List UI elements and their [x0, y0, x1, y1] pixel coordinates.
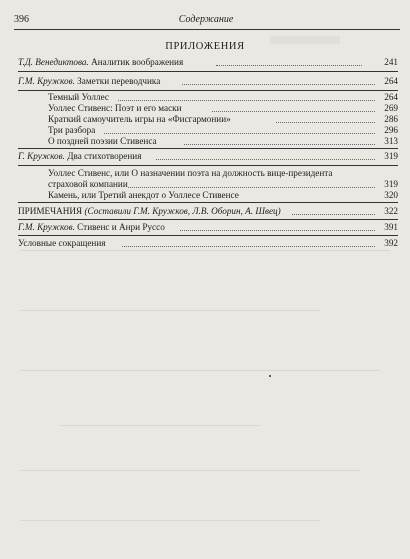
bleed-through-line: [20, 310, 320, 311]
toc-entry: [18, 151, 398, 162]
dot-leader: [180, 230, 375, 231]
toc-subentry: [48, 125, 398, 136]
entry-title: ПРИМЕЧАНИЯ: [18, 206, 83, 216]
entry-title-line2: страховой компании: [48, 179, 128, 189]
entry-page: 392: [384, 238, 398, 248]
toc-subentry: [48, 114, 398, 125]
dot-leader: [156, 159, 375, 160]
entry-title: Три разбора: [48, 125, 96, 135]
toc-subentry: [48, 92, 398, 103]
entry-rule: [18, 71, 398, 72]
header-rule: [14, 29, 400, 30]
entry-rule: [18, 202, 398, 203]
ink-speck: [269, 375, 271, 377]
entry-page: 264: [384, 76, 398, 86]
dot-leader: [128, 187, 375, 188]
entry-page: 313: [384, 136, 398, 146]
dot-leader: [104, 133, 375, 134]
bleed-through-line: [20, 520, 320, 521]
entry-title: Темный Уоллес: [48, 92, 109, 102]
entry-rule: [18, 219, 398, 220]
entry-page: 286: [384, 114, 398, 124]
entry-title-line1: Уоллес Стивенс, или О назначении поэта на должность вице-президента: [48, 168, 333, 178]
entry-author: Т.Д. Венедиктова.: [18, 57, 89, 67]
page-header: [14, 14, 398, 28]
entry-author: Г.М. Кружков.: [18, 76, 75, 86]
entry-title: О поздней поэзии Стивенса: [48, 136, 157, 146]
bleed-through-line: [20, 470, 360, 471]
entry-rule: [18, 90, 398, 91]
entry-page: 391: [384, 222, 398, 232]
entry-page: 296: [384, 125, 398, 135]
dot-leader: [212, 111, 375, 112]
dot-leader: [182, 84, 375, 85]
toc-subentry: [48, 103, 398, 114]
entry-page: 320: [384, 190, 398, 200]
entry-title: Стивенс и Анри Руссо: [77, 222, 165, 232]
dot-leader: [276, 122, 375, 123]
dot-leader: [118, 100, 375, 101]
bleed-through-line: [20, 370, 380, 371]
toc-subentry: [48, 136, 398, 147]
toc-subentry: [48, 190, 398, 201]
dot-leader: [122, 246, 375, 247]
toc-entry: [18, 76, 398, 87]
toc-entry: [18, 206, 398, 217]
toc-entry: [18, 238, 398, 249]
entry-author: Г. Кружков.: [18, 151, 65, 161]
entry-note: (Составили Г.М. Кружков, Л.В. Оборин, А. Швец): [84, 206, 281, 216]
entry-author: Г.М. Кружков.: [18, 222, 75, 232]
entry-title: Условные сокращения: [18, 238, 106, 248]
entry-title: Заметки переводчика: [77, 76, 161, 86]
entry-rule: [18, 235, 398, 236]
entry-page: 269: [384, 103, 398, 113]
entry-page: 264: [384, 92, 398, 102]
toc-subentry: [48, 168, 398, 179]
entry-page: 322: [384, 206, 398, 216]
entry-page: 319: [384, 179, 398, 189]
entry-title: Краткий самоучитель игры на «Фисгармонии»: [48, 114, 231, 124]
entry-title: Уоллес Стивенс: Поэт и его маски: [48, 103, 182, 113]
toc-entry: [18, 222, 398, 233]
bleed-through-line: [20, 250, 390, 251]
entry-page: 319: [384, 151, 398, 161]
dot-leader: [216, 65, 362, 66]
dot-leader: [184, 144, 375, 145]
toc-entry: [18, 57, 398, 68]
entry-rule: [18, 148, 398, 149]
entry-title: Камень, или Третий анекдот о Уоллесе Стивенсе: [48, 190, 239, 200]
bleed-through-line: [60, 425, 260, 426]
entry-title: Аналитик воображения: [91, 57, 184, 67]
entry-rule: [18, 165, 398, 166]
toc-subentry: [48, 179, 398, 190]
section-heading: ПРИЛОЖЕНИЯ: [165, 41, 245, 52]
page-number: 396: [14, 14, 29, 25]
dot-leader: [292, 214, 375, 215]
running-title: Содержание: [178, 14, 234, 25]
entry-page: 241: [384, 57, 398, 67]
entry-title: Два стихотворения: [67, 151, 142, 161]
